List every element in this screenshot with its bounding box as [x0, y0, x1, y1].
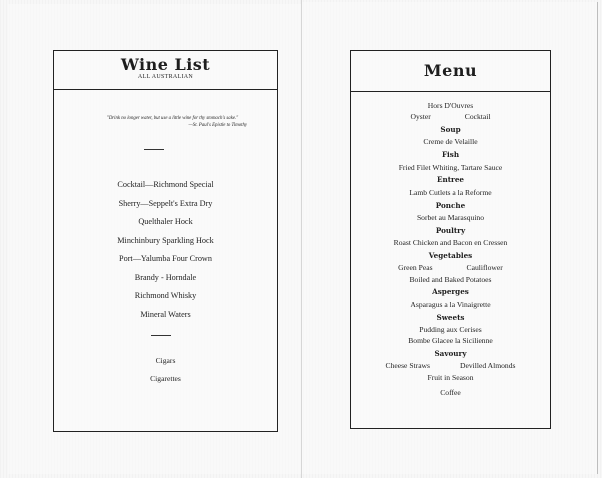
- starter-pair: [351, 111, 550, 122]
- course-item: Sorbet au Marasquino: [416, 213, 485, 223]
- course-item: Lamb Cutlets a la Reforme: [409, 187, 492, 197]
- wine-item: Quelthaler Hock: [138, 217, 193, 226]
- course-pair: [351, 360, 550, 371]
- course-heading-savoury: Savoury: [434, 348, 467, 358]
- course-item: Devilled Almonds: [460, 361, 516, 371]
- starter-item: Oyster: [410, 112, 431, 122]
- course-item: Pudding aux Cerises: [419, 325, 482, 335]
- course-item: Fruit in Season: [427, 372, 474, 382]
- course-heading-sweets: Sweets: [436, 312, 465, 322]
- course-heading-entree: Entree: [437, 175, 464, 185]
- course-heading-vegetables: Vegetables: [428, 250, 473, 260]
- menu-panel: [350, 50, 551, 429]
- wine-item: Cocktail—Richmond Special: [117, 180, 214, 189]
- wine-list-panel: [53, 50, 278, 432]
- course-item: Fried Filet Whiting, Tartare Sauce: [398, 162, 503, 172]
- smokes-list: [54, 352, 277, 388]
- course-item: Cauliflower: [466, 263, 503, 273]
- divider-rule: [151, 335, 171, 336]
- starter-item: Cocktail: [464, 112, 491, 122]
- closing-item: Coffee: [440, 387, 461, 397]
- wine-item: Brandy - Horndale: [134, 272, 197, 282]
- course-heading-ponche: Ponche: [435, 200, 466, 210]
- smoke-item: Cigarettes: [150, 374, 181, 383]
- center-fold: [301, 0, 302, 478]
- course-item: Bombe Glacee la Sicilienne: [408, 336, 493, 346]
- course-item: Asparagus a la Vinaigrette: [410, 299, 491, 309]
- divider-rule: [144, 149, 164, 150]
- wine-list: [54, 176, 277, 324]
- starter-line: Hors D'Ouvres: [427, 101, 474, 110]
- wine-item: Port—Yalumba Four Crown: [119, 254, 212, 263]
- wine-list-subtitle: ALL AUSTRALIAN: [137, 74, 194, 80]
- wine-item: Sherry—Seppelt's Extra Dry: [118, 198, 213, 208]
- course-item: Cheese Straws: [385, 361, 430, 371]
- quote-attribution: —St. Paul's Epistle to Timothy: [188, 123, 247, 128]
- course-pair: [351, 262, 550, 273]
- course-heading-asperges: Asperges: [432, 287, 469, 297]
- quote-text: "Drink no longer water, but use a little wine for thy stomach's sake.": [106, 116, 239, 121]
- course-heading-poultry: Poultry: [435, 225, 466, 235]
- course-item: Boiled and Baked Potatoes: [409, 274, 492, 284]
- wine-item: Minchinbury Sparkling Hock: [117, 235, 214, 245]
- course-heading-fish: Fish: [441, 150, 460, 160]
- course-item: Green Peas: [398, 263, 433, 273]
- wine-list-title: Wine List: [120, 55, 211, 74]
- course-item: Creme de Velaille: [423, 137, 478, 147]
- scripture-quote: [54, 115, 277, 129]
- menu-title: Menu: [423, 61, 478, 80]
- wine-list-header: [54, 51, 277, 90]
- wine-item: Mineral Waters: [140, 309, 191, 319]
- menu-body: [351, 100, 550, 398]
- menu-header: [351, 51, 550, 92]
- smoke-item: Cigars: [155, 356, 176, 365]
- wine-item: Richmond Whisky: [134, 291, 197, 300]
- course-item: Roast Chicken and Bacon en Cressen: [393, 238, 508, 248]
- course-heading-soup: Soup: [440, 124, 461, 134]
